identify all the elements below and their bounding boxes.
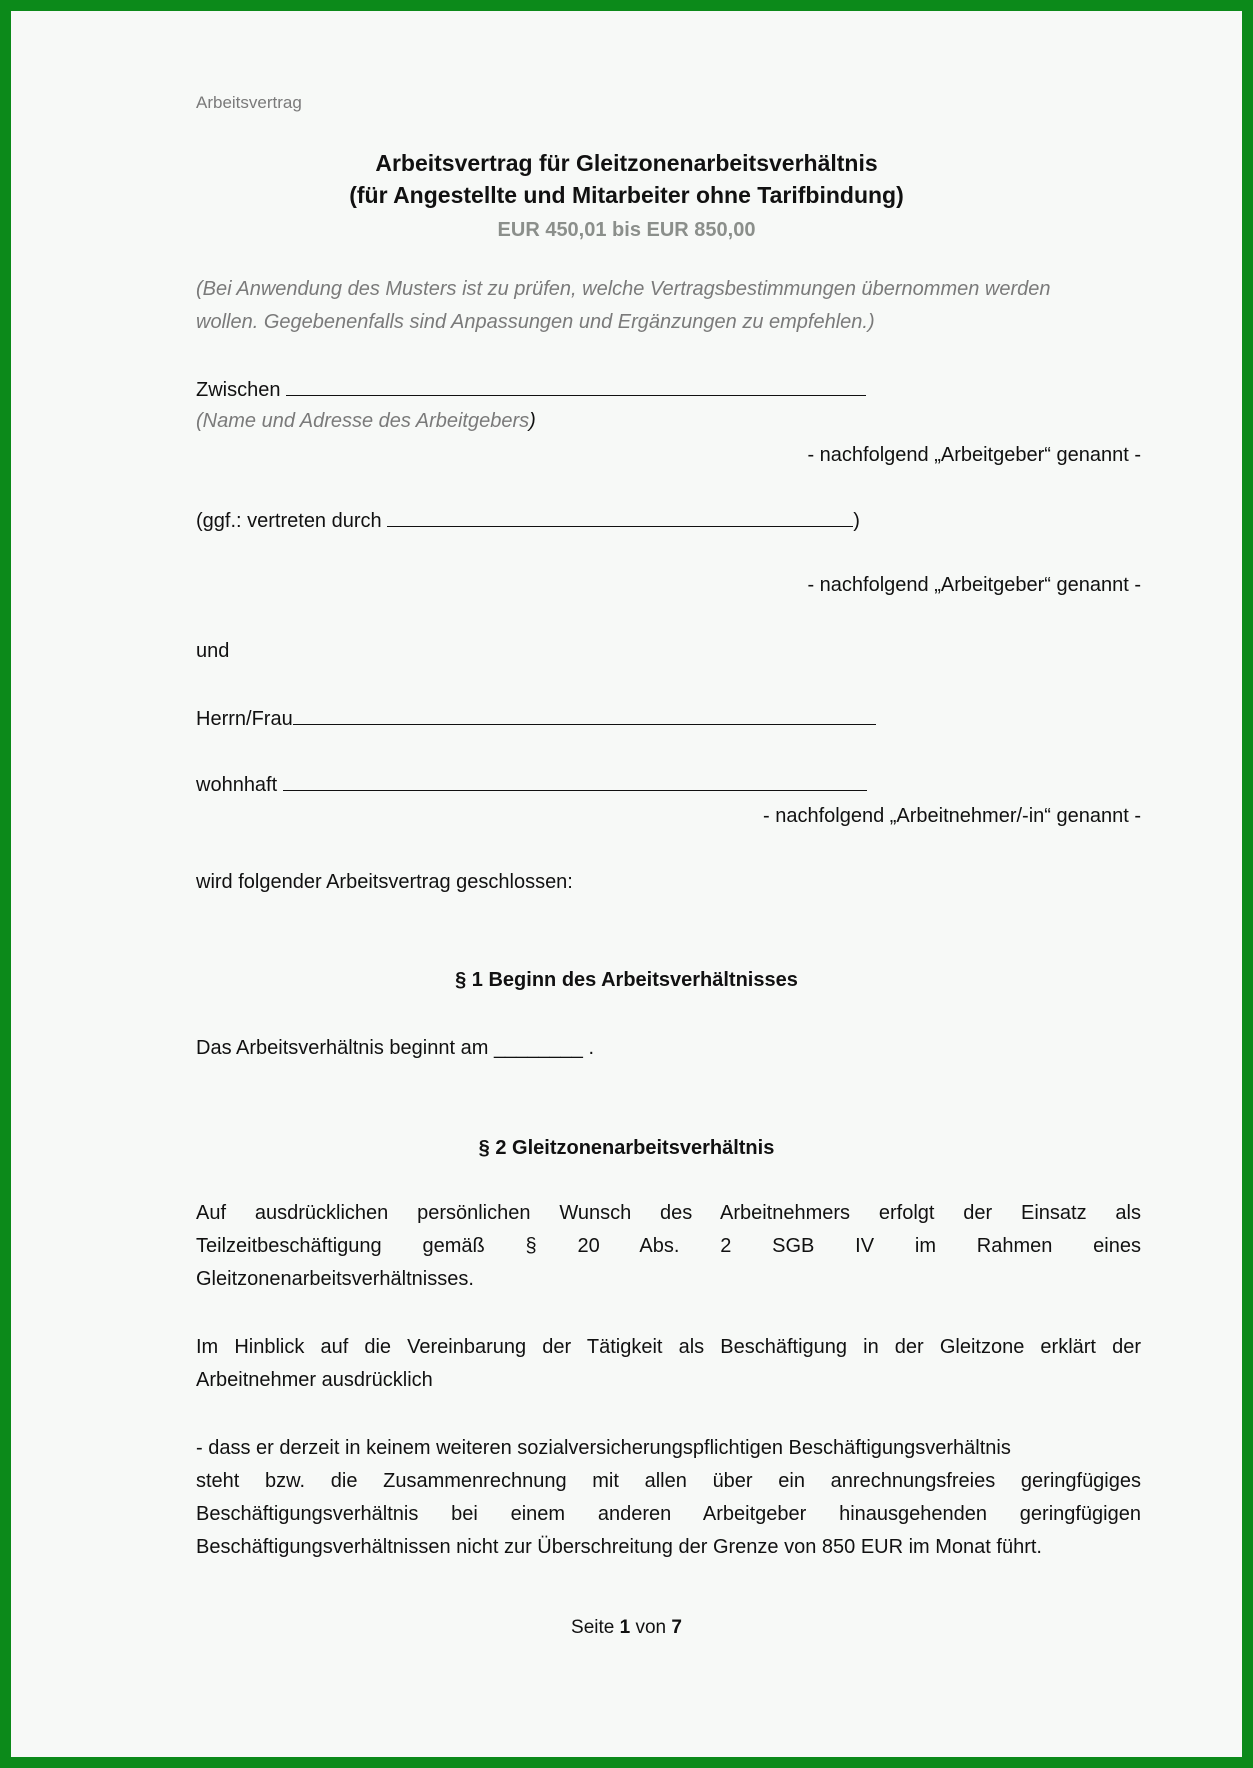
employer-designation: - nachfolgend „Arbeitgeber“ genannt - xyxy=(807,444,1141,466)
residence-label: wohnhaft xyxy=(196,774,278,796)
employee-label: Herrn/Frau xyxy=(196,708,293,730)
represented-label: (ggf.: vertreten durch xyxy=(196,510,382,532)
employer-name-blank[interactable] xyxy=(286,377,866,396)
contract-concluded: wird folgender Arbeitsvertrag geschlossen: xyxy=(196,871,573,893)
employer-line xyxy=(196,377,866,402)
document-subtitle: (für Angestellte und Mitarbeiter ohne Tarifbindung) xyxy=(349,182,904,208)
employee-name-blank[interactable] xyxy=(293,706,876,725)
start-date-line: Das Arbeitsverhältnis beginnt am ________ . xyxy=(196,1037,595,1059)
running-header: Arbeitsvertrag xyxy=(196,93,302,112)
start-date-blank[interactable]: ________ xyxy=(493,1037,583,1059)
usage-note-line-2: wollen. Gegebenenfalls sind Anpassungen und Ergänzungen zu empfehlen.) xyxy=(196,311,875,333)
employee-designation: - nachfolgend „Arbeitnehmer/-in“ genannt - xyxy=(763,805,1141,827)
start-date-text: Das Arbeitsverhältnis beginnt am xyxy=(196,1037,489,1059)
section-1-heading: § 1 Beginn des Arbeitsverhältnisses xyxy=(455,969,798,991)
residence-blank[interactable] xyxy=(283,772,867,791)
employer-designation-2: - nachfolgend „Arbeitgeber“ genannt - xyxy=(807,574,1141,596)
representative-blank[interactable] xyxy=(387,508,853,527)
page-number: Seite 1 von 7 xyxy=(571,1617,682,1638)
section-2-paragraph-1: Auf ausdrücklichen persönlichen Wunsch des Arbeitnehmers erfolgt der Einsatz als Teilzeitbeschäftigung gemäß § 20 Abs. 2 SGB IV im Rahmen eines Gleitzonenarbeitsverhältnisses. xyxy=(196,1202,1141,1290)
zwischen-label: Zwischen xyxy=(196,379,281,401)
section-2-paragraph-2: Im Hinblick auf die Vereinbarung der Tätigkeit als Beschäftigung in der Gleitzone erklärt der Arbeitnehmer ausdrücklich xyxy=(196,1336,1141,1391)
section-2-heading: § 2 Gleitzonenarbeitsverhältnis xyxy=(478,1137,775,1159)
representative-line: (ggf.: vertreten durch ) xyxy=(196,510,860,532)
salary-range: EUR 450,01 bis EUR 850,00 xyxy=(497,219,756,241)
residence-line xyxy=(196,772,867,797)
section-2-paragraph-3: - dass er derzeit in keinem weiteren sozialversicherungspflichtigen Beschäftigungsverhältnis steht bzw. die Zusammenrechnung mit allen über ein anrechnungsfreies geringfügiges Beschäftigungsverhältnis bei einem anderen Arbeitgeber hinausgehenden geringfügigen Beschäftigungsverhältnissen nicht zur Überschreitung der Grenze von 850 EUR im Monat führt. xyxy=(196,1437,1141,1558)
und-label: und xyxy=(196,640,230,662)
employee-line xyxy=(196,706,876,731)
employer-hint: (Name und Adresse des Arbeitgebers) xyxy=(196,410,536,432)
usage-note-line-1: (Bei Anwendung des Musters ist zu prüfen, welche Vertragsbestimmungen übernommen werden xyxy=(196,278,1051,300)
document-title: Arbeitsvertrag für Gleitzonenarbeitsverhältnis xyxy=(375,150,878,176)
